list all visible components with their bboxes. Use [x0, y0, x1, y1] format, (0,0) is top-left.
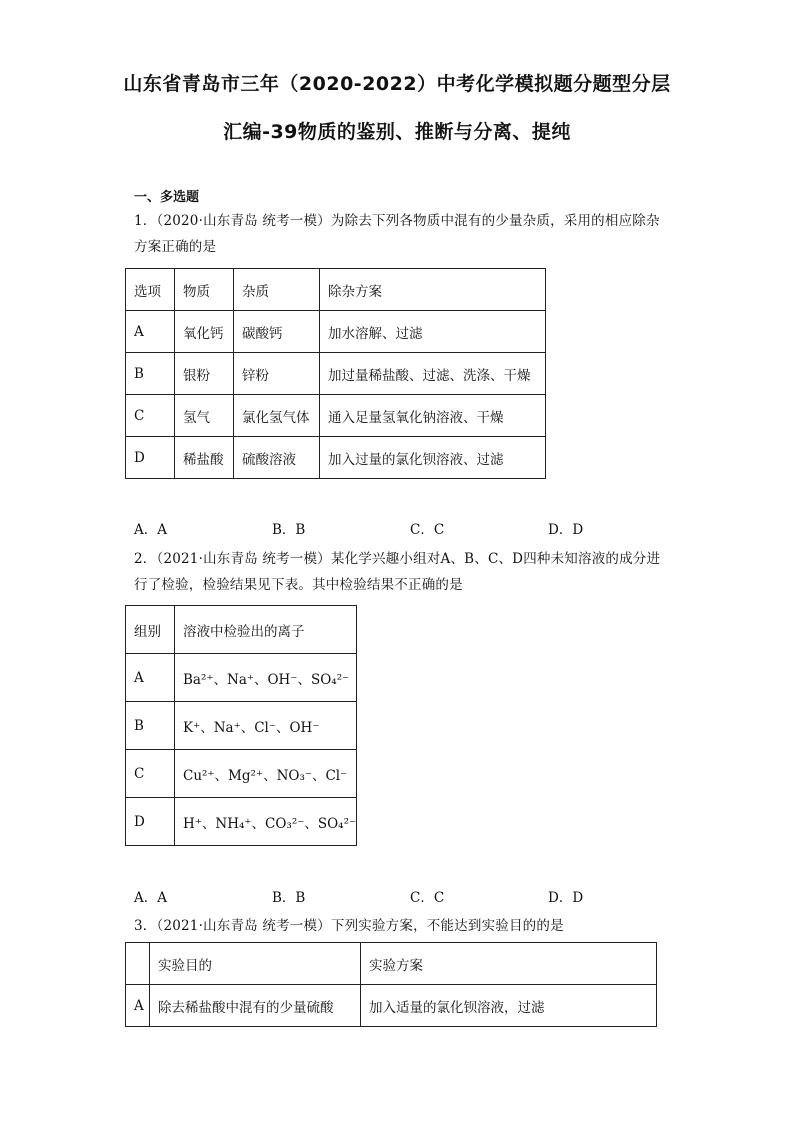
question-3-stem: 3．（2021·山东青岛 统考一模）下列实验方案，不能达到实验目的的是 [134, 918, 564, 934]
table-cell: 氧化钙 [175, 311, 234, 353]
doc-title-line1: 山东省青岛市三年（2020-2022）中考化学模拟题分题型分层 [123, 73, 671, 95]
table-cell: D [126, 798, 175, 846]
table-cell: A [126, 985, 150, 1027]
question-2-stem: 2．（2021·山东青岛 统考一模）某化学兴趣小组对A、B、C、D四种未知溶液的成分进行了检验，检验结果见下表。其中检验结果不正确的是 [134, 551, 661, 593]
question-2-table [125, 605, 357, 846]
table-cell: B [126, 353, 175, 395]
table-cell: 硫酸溶液 [234, 437, 320, 479]
table-cell: 锌粉 [234, 353, 320, 395]
table-row [126, 353, 546, 395]
table-cell: C [126, 395, 175, 437]
table-cell: 银粉 [175, 353, 234, 395]
table-header-cell: 杂质 [234, 269, 320, 311]
table-cell: Ba²⁺、Na⁺、OH⁻、SO₄²⁻ [175, 654, 357, 702]
table-row [126, 702, 357, 750]
table-cell: B [126, 702, 175, 750]
table-cell: A [126, 311, 175, 353]
option-b[interactable]: B．B [272, 522, 306, 538]
table-cell: 加过量稀盐酸、过滤、洗涤、干燥 [320, 353, 546, 395]
table-cell: D [126, 437, 175, 479]
table-header-cell: 选项 [126, 269, 175, 311]
table-cell: K⁺、Na⁺、Cl⁻、OH⁻ [175, 702, 357, 750]
table-row [126, 654, 357, 702]
table-cell: 通入足量氢氧化钠溶液、干燥 [320, 395, 546, 437]
table-row [126, 750, 357, 798]
table-cell: C [126, 750, 175, 798]
table-cell: 加水溶解、过滤 [320, 311, 546, 353]
table-row [126, 985, 657, 1027]
table-header-cell: 物质 [175, 269, 234, 311]
table-header-cell: 实验方案 [361, 943, 657, 985]
table-header-row [126, 606, 357, 654]
question-3-table [125, 942, 657, 1027]
option-a[interactable]: A．A [134, 522, 167, 538]
table-cell: H⁺、NH₄⁺、CO₃²⁻、SO₄²⁻ [175, 798, 357, 846]
doc-title-line2: 汇编-39物质的鉴别、推断与分离、提纯 [223, 121, 571, 143]
table-header-row [126, 269, 546, 311]
table-header-cell: 实验目的 [150, 943, 361, 985]
table-cell: 碳酸钙 [234, 311, 320, 353]
table-cell: 氢气 [175, 395, 234, 437]
table-header-cell: 溶液中检验出的离子 [175, 606, 357, 654]
table-row [126, 395, 546, 437]
table-cell: 氯化氢气体 [234, 395, 320, 437]
option-d[interactable]: D．D [548, 890, 584, 906]
table-row [126, 311, 546, 353]
option-a[interactable]: A．A [134, 890, 167, 906]
question-1-table [125, 268, 546, 479]
question-1-stem: 1．（2020·山东青岛 统考一模）为除去下列各物质中混有的少量杂质，采用的相应除杂方案正确的是 [134, 213, 660, 255]
table-cell: 加入适量的氯化钡溶液，过滤 [361, 985, 657, 1027]
table-cell: A [126, 654, 175, 702]
option-c[interactable]: C．C [410, 890, 445, 906]
table-row [126, 437, 546, 479]
table-cell: 加入过量的氯化钡溶液、过滤 [320, 437, 546, 479]
table-header-cell [126, 943, 150, 985]
table-header-cell: 除杂方案 [320, 269, 546, 311]
table-header-cell: 组别 [126, 606, 175, 654]
table-row [126, 798, 357, 846]
section-heading: 一、多选题 [134, 190, 200, 205]
table-cell: 稀盐酸 [175, 437, 234, 479]
table-cell: Cu²⁺、Mg²⁺、NO₃⁻、Cl⁻ [175, 750, 357, 798]
option-d[interactable]: D．D [548, 522, 584, 538]
option-c[interactable]: C．C [410, 522, 445, 538]
table-cell: 除去稀盐酸中混有的少量硫酸 [150, 985, 361, 1027]
option-b[interactable]: B．B [272, 890, 306, 906]
table-header-row [126, 943, 657, 985]
